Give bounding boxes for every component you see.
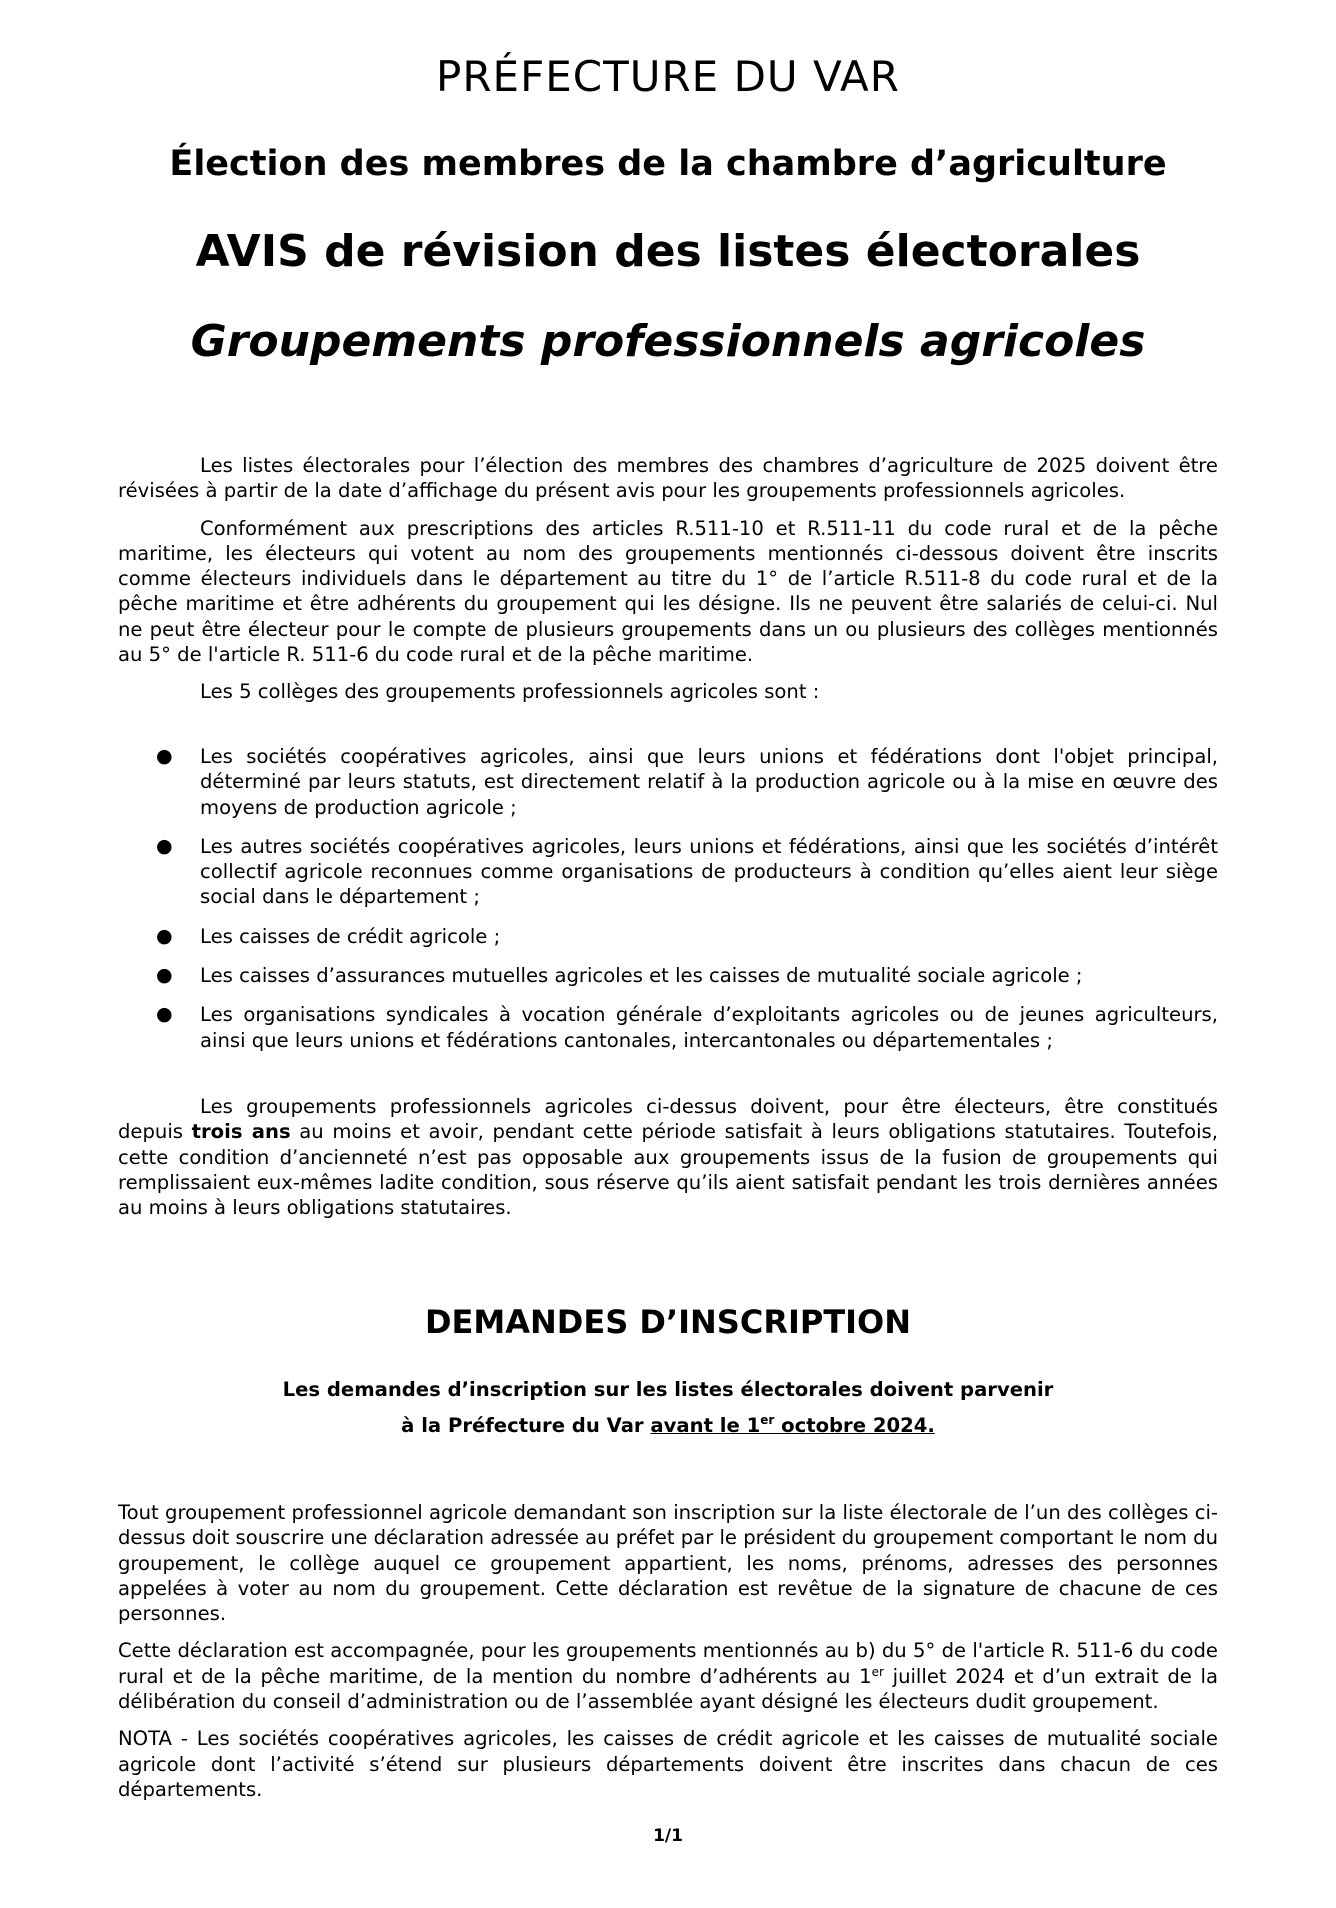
declaration-paragraph-1: Tout groupement professionnel agricole demandant son inscription sur la liste électorale de l’un des collèges ci-dessus doit souscrire une déclaration adressée au préfet par le président du groupement comportant le nom du groupement, le collège auquel ce groupement appartient, les noms, prénoms, adresses des personnes appelées à voter au nom du groupement. Cette déclaration est revêtue de la signature de chacune de ces personnes. bbox=[118, 1501, 1218, 1626]
declaration-section bbox=[118, 1500, 1218, 1802]
deadline-date bbox=[650, 1414, 934, 1437]
bullet-icon: ● bbox=[156, 745, 173, 767]
college-text: Les autres sociétés coopératives agricoles, leurs unions et fédérations, ainsi que les sociétés d’intérêt collectif agricole reconnues comme organisations de producteurs à condition qu’elles aient leur siège social dans le département ; bbox=[200, 834, 1218, 909]
bullet-icon: ● bbox=[156, 964, 173, 987]
deadline-date-sup: er bbox=[760, 1413, 775, 1427]
election-heading: Élection des membres de la chambre d’agriculture bbox=[169, 144, 1167, 184]
college-text: Les organisations syndicales à vocation générale d’exploitants agricoles ou de jeunes agriculteurs, ainsi que leurs unions et fédérations cantonales, intercantonales ou départementales ; bbox=[200, 1003, 1218, 1052]
deadline-prefix: à la Préfecture du Var bbox=[401, 1414, 644, 1437]
list-item bbox=[118, 744, 1218, 820]
declaration-p2-sup: er bbox=[871, 1664, 884, 1679]
list-item bbox=[118, 963, 1218, 988]
groupements-subtitle: Groupements professionnels agricoles bbox=[190, 316, 1146, 367]
page-number: 1/1 bbox=[653, 1826, 683, 1846]
colleges-section bbox=[118, 744, 1218, 1067]
college-text: Les sociétés coopératives agricoles, ainsi que leurs unions et fédérations dont l'objet principal, déterminé par leurs statuts, est directement relatif à la production agricole ou à la mise en œuvre des moyens de production agricole ; bbox=[200, 745, 1218, 819]
college-text: Les caisses de crédit agricole ; bbox=[200, 924, 501, 948]
nota-paragraph: NOTA - Les sociétés coopératives agricoles, les caisses de crédit agricole et les caisses de mutualité sociale agricole dont l’activité s’étend sur plusieurs départements doivent être inscrites dans chacun de ces départements. bbox=[118, 1727, 1218, 1801]
declaration-p2-b: juillet 2024 et d’un extrait de la délibération du conseil d’administration ou de l’assemblée ayant désigné les électeurs dudit groupement. bbox=[118, 1664, 1218, 1714]
deadline-date-a: avant le 1 bbox=[650, 1414, 761, 1437]
colleges-list bbox=[118, 744, 1218, 1053]
condition-section bbox=[118, 1094, 1218, 1220]
declaration-paragraph-2 bbox=[118, 1638, 1218, 1714]
bullet-icon: ● bbox=[156, 924, 173, 947]
condition-text-after: au moins et avoir, pendant cette période satisfait à leurs obligations statutaires. Toutefois, cette condition d’ancienneté n’est pas opposable aux groupements issus de la fusion de groupements qui remplissaient eux-mêmes ladite condition, sous réserve qu’ils aient satisfait pendant les trois dernières années au moins à leurs obligations statutaires. bbox=[118, 1120, 1218, 1220]
prefecture-heading: PRÉFECTURE DU VAR bbox=[436, 52, 900, 101]
bullet-icon: ● bbox=[156, 1003, 173, 1026]
condition-text-before: Les groupements professionnels agricoles ci-dessus doivent, pour être électeurs, être constitués depuis bbox=[118, 1095, 1218, 1144]
bullet-icon: ● bbox=[156, 834, 173, 857]
condition-paragraph bbox=[118, 1094, 1218, 1220]
intro-paragraph-2: Conformément aux prescriptions des articles R.511-10 et R.511-11 du code rural et de la pêche maritime, les électeurs qui votent au nom des groupements mentionnés ci-dessous doivent être inscrits comme électeurs individuels dans le département au titre du 1° de l’article R.511-8 du code rural et de la pêche maritime et être adhérents du groupement qui les désigne. Ils ne peuvent être salariés de celui-ci. Nul ne peut être électeur pour le compte de plusieurs groupements dans un ou plusieurs des collèges mentionnés au 5° de l'article R. 511-6 du code rural et de la pêche maritime. bbox=[118, 516, 1218, 667]
avis-title: AVIS de révision des listes électorales bbox=[195, 226, 1141, 277]
list-item bbox=[118, 834, 1218, 910]
demandes-title: DEMANDES D’INSCRIPTION bbox=[424, 1303, 912, 1341]
list-item bbox=[118, 1002, 1218, 1053]
declaration-p2-a: Cette déclaration est accompagnée, pour les groupements mentionnés au b) du 5° de l'article R. 511-6 du code rural et de la pêche maritime, de la mention du nombre d’adhérents au 1 bbox=[118, 1639, 1218, 1688]
intro-section bbox=[118, 453, 1218, 705]
intro-paragraph-1: Les listes électorales pour l’élection des membres des chambres d’agriculture de 2025 doivent être révisées à partir de la date d’affichage du présent avis pour les groupements professionnels agricoles. bbox=[118, 454, 1218, 503]
deadline-line-2 bbox=[118, 1413, 1218, 1438]
condition-bold-duration: trois ans bbox=[191, 1120, 291, 1144]
list-item bbox=[118, 924, 1218, 949]
deadline-date-b: octobre 2024. bbox=[781, 1414, 935, 1437]
college-text: Les caisses d’assurances mutuelles agricoles et les caisses de mutualité sociale agricole ; bbox=[200, 964, 1083, 988]
intro-paragraph-3: Les 5 collèges des groupements professionnels agricoles sont : bbox=[200, 680, 820, 704]
deadline-line-1: Les demandes d’inscription sur les listes électorales doivent parvenir bbox=[282, 1378, 1054, 1401]
